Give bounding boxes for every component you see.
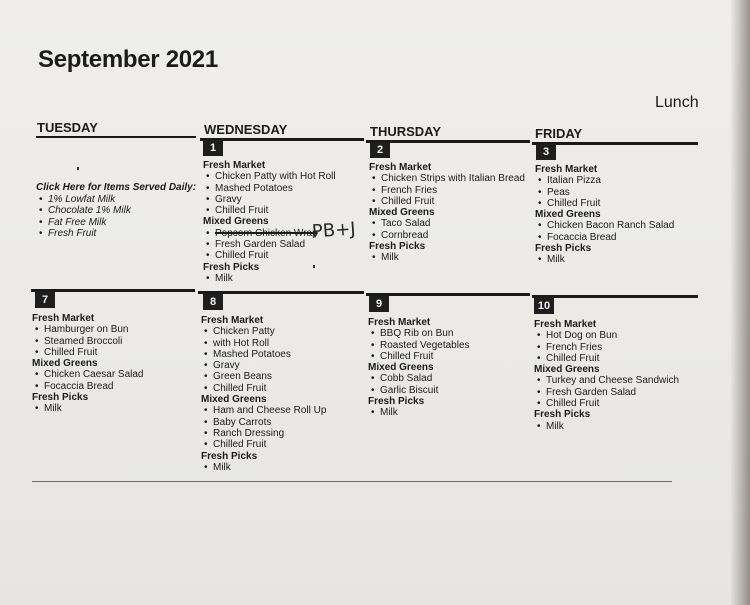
section-fresh-picks: Fresh Picks (534, 409, 591, 421)
list-item: • Chilled Fruit (201, 439, 326, 450)
section-mixed-greens: Mixed Greens (203, 216, 269, 228)
week1-rule-thursday (366, 140, 530, 143)
list-item: • BBQ Rib on Bun (368, 328, 470, 339)
date-badge-10: 10 (534, 298, 554, 314)
list-item: • Chilled Fruit (369, 196, 525, 207)
list-item: • French Fries (369, 185, 525, 196)
list-item: • Cornbread (369, 230, 525, 241)
week1-rule-tuesday (36, 136, 196, 138)
menu-day-sep-3 (535, 164, 674, 266)
section-mixed-greens: Mixed Greens (368, 362, 434, 374)
struck-menu-item: • Popcorn Chicken Wrap (203, 228, 336, 239)
week2-rule-tuesday (31, 289, 195, 292)
daily-items-link[interactable] (36, 182, 196, 240)
handwritten-note: PB+J (311, 218, 357, 243)
section-fresh-picks: Fresh Picks (369, 241, 426, 253)
section-fresh-picks: Fresh Picks (203, 261, 260, 273)
page-title: September 2021 (38, 46, 218, 73)
list-item: • Chicken Caesar Salad (32, 369, 144, 380)
list-item: • Milk (32, 403, 144, 414)
list-item: • Ranch Dressing (201, 428, 326, 439)
list-item: • Chilled Fruit (201, 383, 326, 394)
day-header-friday: FRIDAY (535, 126, 583, 141)
list-item: • Ham and Cheese Roll Up (201, 405, 326, 416)
list-item: • Fresh Fruit (36, 228, 196, 240)
section-fresh-market: Fresh Market (368, 317, 431, 328)
list-item: • Milk (203, 273, 336, 284)
section-fresh-market: Fresh Market (534, 319, 597, 330)
week2-rule-thursday (366, 293, 530, 296)
section-mixed-greens: Mixed Greens (32, 358, 98, 370)
list-item: • Chilled Fruit (535, 198, 674, 209)
list-item: • Green Beans (201, 371, 326, 382)
bottom-divider (32, 481, 672, 482)
list-item: • Italian Pizza (535, 175, 674, 186)
date-badge-1: 1 (203, 140, 223, 156)
list-item: • Milk (369, 252, 525, 263)
list-item: • Roasted Vegetables (368, 340, 470, 351)
section-mixed-greens: Mixed Greens (534, 364, 600, 376)
date-badge-9: 9 (369, 296, 389, 312)
list-item: • Taco Salad (369, 218, 525, 229)
date-badge-8: 8 (203, 294, 223, 310)
week2-rule-friday (532, 295, 698, 298)
list-item: • French Fries (534, 342, 679, 353)
list-item: • with Hot Roll (201, 338, 326, 349)
section-fresh-market: Fresh Market (369, 162, 432, 173)
section-fresh-picks: Fresh Picks (201, 450, 258, 462)
list-item: • Chocolate 1% Milk (36, 205, 196, 217)
day-header-wednesday: WEDNESDAY (204, 122, 288, 137)
list-item: • Gravy (203, 194, 336, 205)
list-item: • Chilled Fruit (203, 205, 336, 216)
list-item: • Chilled Fruit (534, 398, 679, 409)
list-item: • Mashed Potatoes (201, 349, 326, 360)
week1-rule-friday (532, 142, 698, 145)
list-item: • Baby Carrots (201, 417, 326, 428)
section-fresh-picks: Fresh Picks (32, 392, 89, 404)
list-item: • Milk (535, 254, 674, 265)
section-fresh-market: Fresh Market (201, 315, 264, 326)
meal-label: Lunch (655, 94, 699, 111)
list-item: • Fresh Garden Salad (534, 387, 679, 398)
list-item: • Chilled Fruit (203, 250, 336, 261)
section-fresh-market: Fresh Market (32, 313, 95, 324)
list-item: • Chilled Fruit (368, 351, 470, 362)
list-item: • 1% Lowfat Milk (36, 194, 196, 206)
menu-day-sep-7 (32, 313, 144, 415)
list-item: • Milk (368, 407, 470, 418)
list-item: • Milk (201, 462, 326, 473)
list-item: • Focaccia Bread (535, 232, 674, 243)
list-item: • Hot Dog on Bun (534, 330, 679, 341)
list-item: • Hamburger on Bun (32, 324, 144, 335)
list-item: • Focaccia Bread (32, 381, 144, 392)
date-badge-2: 2 (370, 142, 390, 158)
paper-shadow (730, 0, 750, 605)
list-item: • Peas (535, 187, 674, 198)
week1-rule-wednesday (200, 138, 364, 141)
menu-day-sep-8 (201, 315, 326, 473)
list-item: • Fresh Garden Salad (203, 239, 336, 250)
menu-day-sep-2 (369, 162, 525, 264)
section-mixed-greens: Mixed Greens (201, 394, 267, 406)
list-item: • Chicken Bacon Ranch Salad (535, 220, 674, 231)
list-item: • Gravy (201, 360, 326, 371)
section-mixed-greens: Mixed Greens (369, 207, 435, 219)
date-badge-3: 3 (536, 144, 556, 160)
list-item: • Steamed Broccoli (32, 336, 144, 347)
daily-items-list (36, 194, 196, 240)
daily-items-heading[interactable]: Click Here for Items Served Daily: (36, 182, 197, 193)
list-item: • Milk (534, 421, 679, 432)
menu-day-sep-9 (368, 317, 470, 419)
list-item: • Cobb Salad (368, 373, 470, 384)
list-item: • Chilled Fruit (534, 353, 679, 364)
list-item: • Chicken Patty (201, 326, 326, 337)
list-item: • Garlic Biscuit (368, 385, 470, 396)
list-item: • Chicken Patty with Hot Roll (203, 171, 336, 182)
menu-day-sep-10 (534, 319, 679, 432)
list-item: • Chilled Fruit (32, 347, 144, 358)
section-fresh-market: Fresh Market (203, 160, 266, 171)
list-item: • Mashed Potatoes (203, 183, 336, 194)
section-mixed-greens: Mixed Greens (535, 209, 601, 221)
section-fresh-market: Fresh Market (535, 164, 598, 175)
section-fresh-picks: Fresh Picks (535, 243, 592, 255)
section-fresh-picks: Fresh Picks (368, 396, 425, 408)
day-header-thursday: THURSDAY (370, 124, 442, 139)
list-item: • Fat Free Milk (36, 217, 196, 229)
date-badge-7: 7 (35, 292, 55, 308)
day-header-tuesday: TUESDAY (37, 120, 98, 135)
list-item: • Chicken Strips with Italian Bread (369, 173, 525, 184)
list-item: • Turkey and Cheese Sandwich (534, 375, 679, 386)
stray-mark (77, 167, 79, 170)
